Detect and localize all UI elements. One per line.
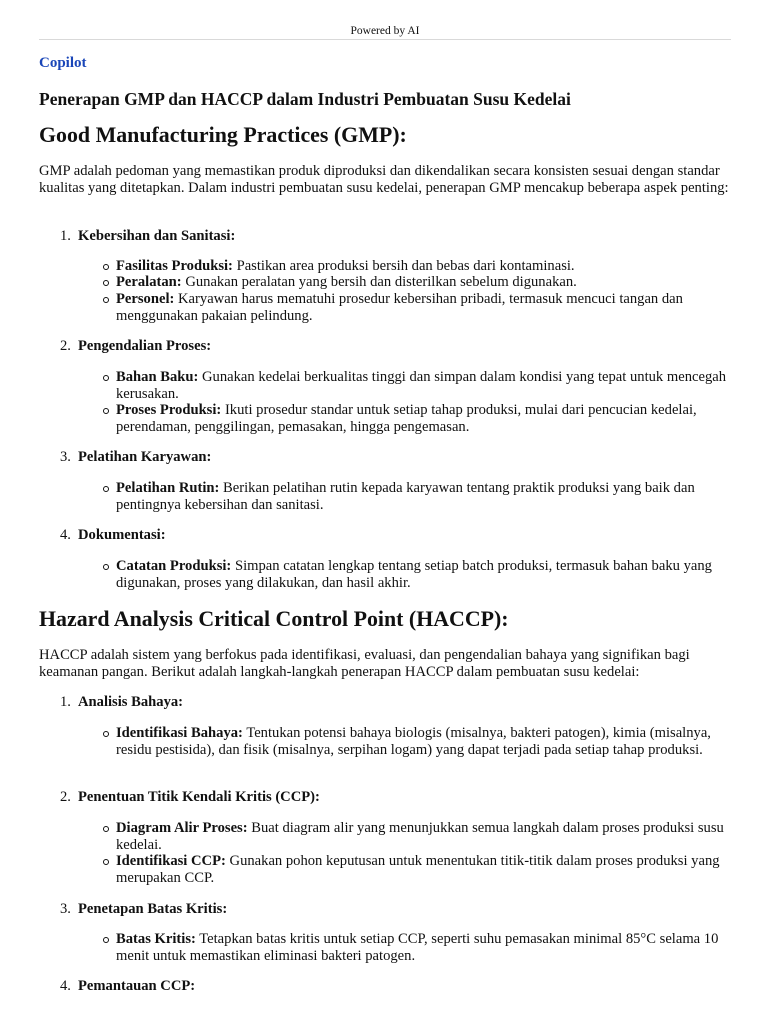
haccp-step-2-bullet-2: Identifikasi CCP: Gunakan pohon keputusan untuk menentukan titik-titik dalam proses produksi yang merupakan CCP. <box>116 853 734 887</box>
gmp-step-1-bullet-1: Fasilitas Produksi: Pastikan area produksi bersih dan bebas dari kontaminasi. <box>116 258 734 275</box>
haccp-step-1: 1. Analisis Bahaya: <box>60 694 184 710</box>
gmp-step-4: 4. Dokumentasi: <box>60 527 166 543</box>
powered-by-label: Powered by AI <box>350 25 420 37</box>
haccp-step-3-bullet-1: Batas Kritis: Tetapkan batas kritis untuk setiap CCP, seperti suhu pemasakan minimal 85°C selama 10 menit untuk memastikan eliminasi bakteri patogen. <box>116 931 734 965</box>
haccp-step-1-bullet-1: Identifikasi Bahaya: Tentukan potensi bahaya biologis (misalnya, bakteri patogen), kimia (misalnya, residu pestisida), dan fisik (misalnya, serpihan logam) yang dapat terjadi pada setiap tahap produksi. <box>116 725 734 759</box>
gmp-intro: GMP adalah pedoman yang memastikan produk diproduksi dan dikendalikan secara konsisten sesuai dengan standar kualitas yang ditetapkan. Dalam industri pembuatan susu kedelai, penerapan GMP mencakup beberapa aspek penting: <box>39 163 729 196</box>
haccp-step-3: 3. Penetapan Batas Kritis: <box>60 901 228 917</box>
haccp-step-2: 2. Penentuan Titik Kendali Kritis (CCP): <box>60 789 320 805</box>
brand-name: Copilot <box>39 55 87 71</box>
page-title: Penerapan GMP dan HACCP dalam Industri Pembuatan Susu Kedelai <box>39 89 571 109</box>
gmp-heading: Good Manufacturing Practices (GMP): <box>39 122 407 147</box>
gmp-step-1-bullet-2: Peralatan: Gunakan peralatan yang bersih dan disterilkan sebelum digunakan. <box>116 274 734 291</box>
gmp-step-2: 2. Pengendalian Proses: <box>60 338 212 354</box>
haccp-step-2-bullet-1: Diagram Alir Proses: Buat diagram alir yang menunjukkan semua langkah dalam proses produksi susu kedelai. <box>116 820 734 854</box>
haccp-step-4: 4. Pemantauan CCP: <box>60 978 196 994</box>
gmp-step-1-bullet-3: Personel: Karyawan harus mematuhi prosedur kebersihan pribadi, termasuk mencuci tangan dan menggunakan pakaian pelindung. <box>116 291 734 325</box>
header-divider <box>39 39 731 40</box>
gmp-step-2-bullet-2: Proses Produksi: Ikuti prosedur standar untuk setiap tahap produksi, mulai dari pencucian kedelai, perendaman, penggilingan, pemasakan, hingga pengemasan. <box>116 402 734 436</box>
gmp-step-4-bullet-1: Catatan Produksi: Simpan catatan lengkap tentang setiap batch produksi, termasuk bahan baku yang digunakan, proses yang dilakukan, dan hasil akhir. <box>116 558 734 592</box>
gmp-step-1: 1. Kebersihan dan Sanitasi: <box>60 228 236 244</box>
haccp-intro: HACCP adalah sistem yang berfokus pada identifikasi, evaluasi, dan pengendalian bahaya yang signifikan bagi keamanan pangan. Berikut adalah langkah-langkah penerapan HACCP dalam pembuatan susu kedelai: <box>39 647 690 680</box>
haccp-heading: Hazard Analysis Critical Control Point (HACCP): <box>39 606 509 631</box>
gmp-step-2-bullet-1: Bahan Baku: Gunakan kedelai berkualitas tinggi dan simpan dalam kondisi yang tepat untuk mencegah kerusakan. <box>116 369 734 403</box>
gmp-step-3: 3. Pelatihan Karyawan: <box>60 449 212 465</box>
gmp-step-3-bullet-1: Pelatihan Rutin: Berikan pelatihan rutin kepada karyawan tentang praktik produksi yang baik dan pentingnya kebersihan dan sanitasi. <box>116 480 734 514</box>
